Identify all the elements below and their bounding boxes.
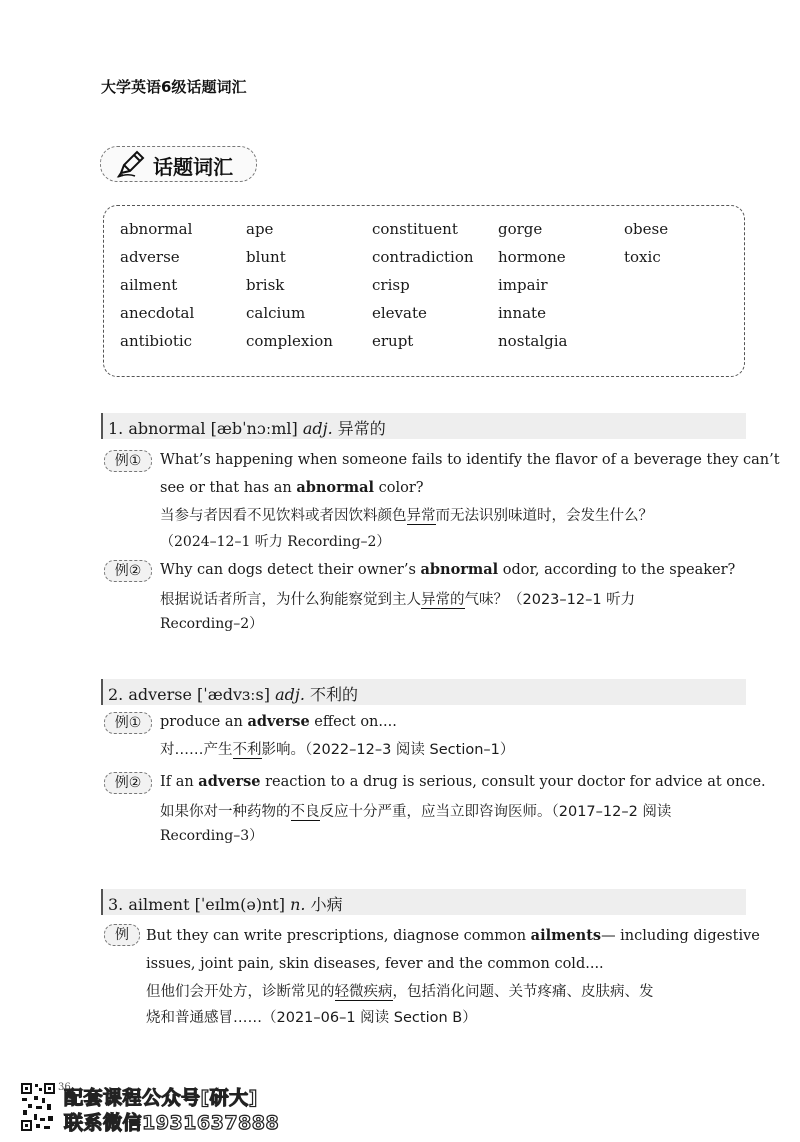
- example-text: reaction to a drug is serious, consult your doctor for advice at once.: [260, 774, 766, 790]
- promo-line-2: 联系微信1931637888: [64, 1112, 280, 1134]
- example-text: see or that has an: [160, 480, 297, 496]
- vocab-word: brisk: [246, 276, 285, 294]
- footer: [20, 1082, 320, 1134]
- entry-heading-abnormal: [101, 413, 746, 439]
- vocab-word: [624, 304, 734, 332]
- example-text: odor, according to the speaker?: [498, 562, 736, 578]
- keyword: ailments: [530, 927, 602, 944]
- example-tag: 例: [104, 924, 140, 946]
- section-banner: [100, 146, 257, 182]
- example-text: If an: [160, 774, 199, 790]
- entry-pos: adj.: [302, 419, 333, 438]
- example-en: [146, 926, 760, 946]
- example-text: 影响。（2022–12–3 阅读 Section–1）: [261, 742, 515, 758]
- keyword-cn: 不利: [232, 742, 262, 758]
- example-text: issues, joint pain, skin diseases, fever and the common cold....: [146, 956, 604, 972]
- example-text: color?: [374, 480, 424, 496]
- example-tag: 例①: [104, 712, 152, 734]
- vocab-word: erupt: [372, 332, 414, 350]
- example-cn: [160, 590, 635, 610]
- keyword: adverse: [198, 773, 261, 790]
- keyword-cn: 不良: [290, 804, 320, 820]
- vocab-word: ailment: [120, 276, 178, 294]
- example-en: [160, 772, 766, 792]
- keyword-cn: 轻微疾病: [334, 984, 393, 1000]
- vocab-word: [624, 276, 734, 304]
- vocab-word: constituent: [372, 220, 458, 238]
- example-source: Recording–2）: [160, 616, 264, 632]
- example-source: Recording–3）: [160, 828, 264, 844]
- example-source: （2024–12–1 听力 Recording–2）: [160, 534, 391, 550]
- keyword: abnormal: [296, 479, 374, 496]
- vocab-word: nostalgia: [498, 332, 568, 350]
- section-title: 话题词汇: [153, 155, 233, 179]
- example-cn: [146, 982, 654, 1002]
- vocab-word: [624, 332, 734, 360]
- vocab-word: crisp: [372, 276, 410, 294]
- entry-head: [108, 416, 386, 439]
- vocab-word: elevate: [372, 304, 427, 322]
- example-text: 而无法识别味道时，会发生什么？: [435, 508, 653, 524]
- vocab-word: calcium: [246, 304, 306, 322]
- example-text: 烧和普通感冒……（2021–06–1 阅读 Section B）: [146, 1010, 477, 1026]
- pencil-icon: [115, 149, 147, 179]
- example-text: ，包括消化问题、关节疼痛、皮肤病、发: [392, 984, 654, 1000]
- example-text: — including digestive: [601, 928, 760, 944]
- entry-meaning: 不利的: [310, 685, 359, 704]
- example-en: [160, 450, 780, 470]
- vocab-word: adverse: [120, 248, 180, 266]
- example-tag: 例②: [104, 772, 152, 794]
- entry-pos: adj.: [275, 685, 305, 704]
- example-cn: [146, 1008, 477, 1028]
- vocab-word: antibiotic: [120, 332, 193, 350]
- entry-heading-ailment: [101, 889, 746, 915]
- entry-word: 2. adverse [ˈædvɜːs]: [108, 685, 270, 704]
- vocab-box: [103, 205, 745, 377]
- example-text: Why can dogs detect their owner’s: [160, 562, 421, 578]
- vocab-word: blunt: [246, 248, 286, 266]
- keyword-cn: 异常: [406, 508, 436, 524]
- example-cn: [160, 802, 671, 822]
- vocab-word: toxic: [624, 248, 661, 266]
- example-text: 反应十分严重，应当立即咨询医师。（2017–12–2 阅读: [319, 804, 672, 820]
- keyword: abnormal: [420, 561, 499, 578]
- vocab-word: innate: [498, 304, 546, 322]
- qr-code-icon: [20, 1082, 56, 1132]
- example-tag: 例②: [104, 560, 152, 582]
- example-text: 如果你对一种药物的: [160, 804, 291, 820]
- example-tag: 例①: [104, 450, 152, 472]
- example-cn: [160, 740, 514, 760]
- example-en: [146, 954, 604, 974]
- example-text: produce an: [160, 714, 248, 730]
- example-text: 当参与者因看不见饮料或者因饮料颜色: [160, 508, 407, 524]
- entry-head: [108, 892, 343, 915]
- entry-meaning: 异常的: [337, 419, 386, 438]
- example-text: 但他们会开处方，诊断常见的: [146, 984, 335, 1000]
- example-text: But they can write prescriptions, diagnose common: [146, 928, 531, 944]
- vocab-word: complexion: [246, 332, 333, 350]
- keyword-cn: 异常的: [421, 592, 465, 608]
- vocab-word: hormone: [498, 248, 566, 266]
- example-text: 根据说话者所言，为什么狗能察觉到主人: [160, 592, 421, 608]
- example-cn: [160, 506, 653, 526]
- example-text: 气味？（2023–12–1 听力: [464, 592, 636, 608]
- vocab-word: impair: [498, 276, 548, 294]
- example-text: 对……产生: [160, 742, 233, 758]
- example-en: [160, 560, 735, 580]
- vocab-grid: [120, 220, 734, 360]
- promo-line-1: 配套课程公众号[研大]: [64, 1087, 258, 1109]
- vocab-word: obese: [624, 220, 669, 238]
- vocab-word: abnormal: [120, 220, 193, 238]
- entry-pos: n.: [290, 895, 306, 914]
- example-text: effect on....: [309, 714, 397, 730]
- example-en: [160, 478, 424, 498]
- example-text: What’s happening when someone fails to identify the flavor of a beverage they can’t: [160, 452, 780, 468]
- vocab-word: anecdotal: [120, 304, 195, 322]
- entry-heading-adverse: [101, 679, 746, 705]
- vocab-word: ape: [246, 220, 274, 238]
- entry-word: 1. abnormal [æbˈnɔːml]: [108, 419, 298, 438]
- example-en: [160, 712, 397, 732]
- vocab-word: gorge: [498, 220, 543, 238]
- entry-meaning: 小病: [310, 895, 343, 914]
- entry-word: 3. ailment [ˈeɪlm(ə)nt]: [108, 895, 286, 914]
- page-number: 36: [58, 1082, 71, 1093]
- vocab-word: contradiction: [372, 248, 474, 266]
- entry-head: [108, 682, 358, 705]
- keyword: adverse: [247, 713, 310, 730]
- page-header-title: 大学英语6级话题词汇: [101, 78, 247, 96]
